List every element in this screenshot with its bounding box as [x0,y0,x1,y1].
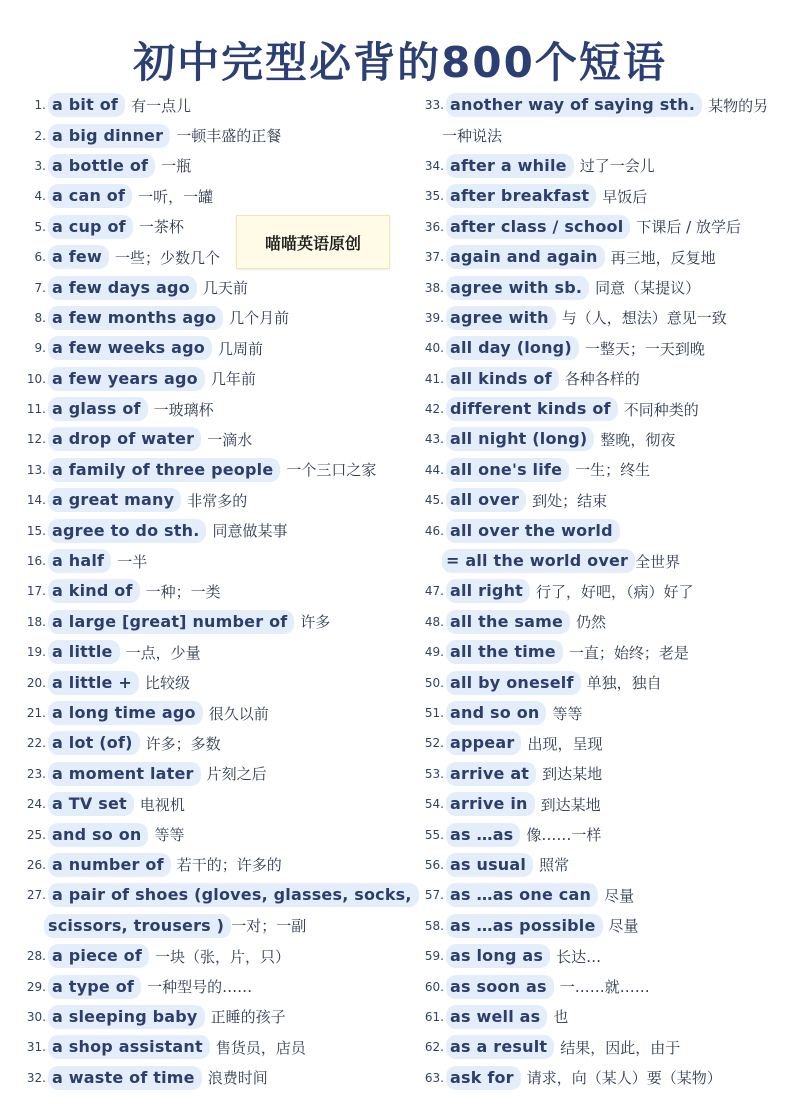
phrase-meaning: 出现，呈现 [527,734,603,753]
phrase-text: a few months ago [48,306,223,330]
phrase-meaning: 到达某地 [540,795,601,814]
phrase-meaning: 电视机 [139,795,185,814]
phrase-meaning: 许多；多数 [145,734,221,753]
phrase-row [16,971,400,1001]
phrase-row [414,637,798,667]
phrase-meaning: 一生；终生 [575,461,651,480]
phrase-text: a few [48,245,109,269]
phrase-text: a type of [48,975,141,999]
phrase-meaning: 很久以前 [208,704,269,723]
phrase-row [16,546,400,576]
phrase-number: 4. [34,189,46,204]
phrase-text: a few years ago [48,367,205,391]
phrase-meaning: 一块（张，片，只） [155,947,291,966]
phrase-text: as soon as [446,975,554,999]
phrase-row [414,333,798,363]
phrase-row [16,485,400,515]
phrase-text: appear [446,731,521,755]
phrase-text: agree to do sth. [48,519,206,543]
phrase-number: 57. [424,888,444,903]
phrase-text: a large [great] number of [48,610,294,634]
phrase-text: agree with [446,306,556,330]
phrase-number: 22. [26,736,46,751]
phrase-row [414,272,798,302]
phrase-meaning: 等等 [154,826,185,845]
phrase-text: a moment later [48,762,201,786]
phrase-number: 18. [26,614,46,629]
phrase-meaning: 某物的另 [708,96,769,115]
phrase-text: a waste of time [48,1066,202,1090]
phrase-text: ask for [446,1066,521,1090]
phrase-row [16,576,400,606]
phrase-meaning: 一玻璃杯 [153,400,214,419]
phrase-meaning: 一滴水 [207,430,253,449]
phrase-row [16,819,400,849]
phrase-number: 51. [424,706,444,720]
phrase-text: a great many [48,488,181,512]
phrase-meaning: 与（人，想法）意见一致 [561,309,727,328]
phrase-number: 16. [26,554,46,569]
phrase-number: 41. [424,371,444,386]
phrase-row [414,424,798,454]
phrase-row [414,242,798,272]
phrase-meaning: 正睡的孩子 [210,1008,286,1027]
phrase-row [414,607,798,637]
phrase-row [16,424,400,454]
phrase-number: 13. [26,462,46,477]
phrase-row [414,759,798,789]
phrase-number: 31. [26,1040,46,1055]
phrase-text: as …as [446,823,520,847]
phrase-row [16,364,400,394]
phrase-number: 53. [424,766,444,781]
phrase-row [414,789,798,819]
phrase-text: a lot (of) [48,731,140,755]
phrase-text: a shop assistant [48,1035,210,1059]
phrase-number: 2. [34,128,46,143]
phrase-row [414,515,798,545]
phrase-number: 20. [26,675,46,690]
phrase-row [16,1002,400,1032]
phrase-meaning: 一点，少量 [125,643,201,662]
phrase-row [414,546,798,576]
phrase-row [16,394,400,424]
phrase-row [414,911,798,941]
phrase-number: 19. [26,645,46,660]
phrase-row [414,1032,798,1062]
phrase-text: a piece of [48,944,149,968]
phrase-row [16,698,400,728]
phrase-number: 24. [26,797,46,812]
phrase-row [414,576,798,606]
phrase-text: a long time ago [48,701,203,725]
phrase-text: all night (long) [446,427,594,451]
phrase-text: as long as [446,944,550,968]
phrase-number: 21. [26,706,46,720]
phrase-text: as …as one can [446,883,598,907]
phrase-row [414,728,798,758]
phrase-number: 42. [424,402,444,417]
phrase-row [414,880,798,910]
phrase-text: agree with sb. [446,276,589,300]
phrase-number: 8. [34,310,46,325]
phrase-row [414,941,798,971]
phrase-row [16,789,400,819]
phrase-number: 35. [424,189,444,204]
phrase-number: 1. [34,98,46,113]
phrase-number: 62. [424,1040,444,1055]
phrase-number: 61. [424,1009,444,1024]
phrase-number: 17. [26,584,46,599]
phrase-meaning: 一……就…… [559,978,650,997]
phrase-meaning: 仍然 [576,613,607,632]
phrase-number: 10. [26,371,46,386]
phrase-meaning: 一半 [117,552,148,571]
phrase-meaning: 各种各样的 [564,370,640,389]
phrase-row [16,333,400,363]
phrase-row [414,1063,798,1093]
phrase-number: 36. [424,219,444,234]
phrase-meaning: 非常多的 [187,491,248,510]
phrase-number: 44. [424,462,444,477]
phrase-text: a bottle of [48,154,155,178]
phrase-meaning: 照常 [539,856,570,875]
phrase-number: 32. [26,1070,46,1085]
phrase-meaning: 几天前 [202,279,248,298]
phrase-meaning: 几周前 [218,339,264,358]
phrase-text: another way of saying sth. [446,93,702,117]
phrase-row [16,272,400,302]
phrase-row [16,303,400,333]
phrase-number: 45. [424,493,444,508]
phrase-text: a little + [48,671,139,695]
phrase-row [414,151,798,181]
phrase-number: 34. [424,158,444,173]
phrase-meaning: 一个三口之家 [286,461,377,480]
phrase-row [16,637,400,667]
phrase-number: 39. [424,310,444,325]
phrase-text: a big dinner [48,124,170,148]
phrase-row [16,181,400,211]
phrase-row [16,151,400,181]
phrase-text: a kind of [48,579,140,603]
phrase-text: all kinds of [446,367,559,391]
phrase-number: 11. [26,402,46,417]
phrase-row [16,120,400,150]
phrase-text: a family of three people [48,458,280,482]
phrase-number: 6. [34,250,46,265]
phrase-text: scissors, trousers ) [44,914,231,938]
phrase-text: arrive at [446,762,536,786]
phrase-number: 30. [26,1009,46,1024]
phrase-number: 9. [34,341,46,356]
phrase-meaning: 一瓶 [161,157,192,176]
phrase-text: as …as possible [446,914,603,938]
phrase-meaning: 过了一会儿 [579,157,655,176]
phrase-text: again and again [446,245,605,269]
phrase-row [414,667,798,697]
phrase-text: all over the world [446,519,620,543]
phrase-row [16,667,400,697]
phrase-meaning: 尽量 [608,917,639,936]
phrase-text: a sleeping baby [48,1005,205,1029]
phrase-row [16,850,400,880]
phrase-meaning: 有一点儿 [131,96,192,115]
phrase-number: 14. [26,493,46,508]
phrase-number: 38. [424,280,444,295]
phrase-row [16,941,400,971]
phrase-text: all the time [446,640,563,664]
phrase-number: 50. [424,675,444,690]
phrase-number: 29. [26,979,46,994]
phrase-text: a half [48,549,111,573]
phrase-meaning: 早饭后 [602,187,648,206]
phrase-meaning: 长达… [556,947,602,966]
phrase-text: as a result [446,1035,554,1059]
phrase-meaning: 许多 [300,613,331,632]
phrase-meaning: 等等 [552,704,583,723]
phrase-text: = all the world over [442,549,635,573]
phrase-number: 7. [34,280,46,295]
phrase-row [414,850,798,880]
phrase-text: and so on [48,823,148,847]
phrase-number: 55. [424,827,444,842]
phrase-number: 26. [26,857,46,872]
phrase-meaning: 浪费时间 [207,1069,268,1088]
phrase-text: a little [48,640,120,664]
phrase-row [414,971,798,1001]
phrase-meaning: 全世界 [635,552,681,571]
phrase-number: 15. [26,523,46,538]
phrase-row [16,515,400,545]
phrase-text: a can of [48,184,132,208]
phrase-number: 3. [34,158,46,173]
phrase-row [414,303,798,333]
phrase-meaning: 同意（某提议） [595,279,701,298]
phrase-row [16,607,400,637]
phrase-row [16,911,400,941]
phrase-row [16,759,400,789]
phrase-text: a drop of water [48,427,201,451]
phrase-meaning: 像……一样 [526,826,602,845]
phrase-text: after breakfast [446,184,596,208]
phrase-row [414,120,798,150]
phrase-text: a TV set [48,792,134,816]
phrase-text: a bit of [48,93,125,117]
phrase-row [414,485,798,515]
phrase-number: 54. [424,797,444,812]
phrase-number: 59. [424,949,444,964]
phrase-meaning: 一顿丰盛的正餐 [176,127,282,146]
phrase-text: a cup of [48,215,133,239]
phrase-text: different kinds of [446,397,618,421]
phrase-number: 40. [424,341,444,356]
phrase-meaning: 一整天；一天到晚 [584,339,705,358]
phrase-meaning: 单独，独自 [586,674,662,693]
phrase-row [16,880,412,910]
phrase-number: 5. [34,219,46,234]
phrase-text: all right [446,579,530,603]
phrase-text: arrive in [446,792,535,816]
phrase-row [16,455,400,485]
phrase-number: 63. [424,1070,444,1085]
phrase-row [414,364,798,394]
phrase-text: a pair of shoes (gloves, glasses, socks, [48,883,419,907]
phrase-number: 37. [424,250,444,265]
phrase-meaning: 比较级 [144,674,190,693]
phrase-number: 60. [424,979,444,994]
phrase-row [414,181,798,211]
phrase-meaning: 请求，向（某人）要（某物） [526,1069,722,1088]
phrase-meaning: 一听，一罐 [138,187,214,206]
phrase-meaning: 下课后 / 放学后 [636,218,741,237]
phrase-meaning: 若干的；许多的 [176,856,282,875]
phrase-number: 27. [26,888,46,903]
phrase-meaning: 一种型号的…… [147,978,253,997]
phrase-meaning: 一些；少数几个 [114,248,220,267]
watermark-stamp: 喵喵英语原创 [236,215,390,269]
phrase-number: 12. [26,432,46,447]
phrase-row [414,1002,798,1032]
page-title: 初中完型必背的800个短语 [133,38,667,87]
phrase-text: all over [446,488,526,512]
phrase-meaning: 结果，因此，由于 [560,1038,681,1057]
phrase-text: a few weeks ago [48,336,212,360]
phrase-row [414,819,798,849]
phrase-meaning: 整晚，彻夜 [600,430,676,449]
phrase-number: 33. [424,98,444,113]
phrase-meaning: 到处；结束 [532,491,608,510]
phrase-meaning: 行了，好吧，（病）好了 [536,582,694,601]
phrase-meaning: 也 [553,1008,569,1027]
phrase-meaning: 售货员，店员 [215,1038,306,1057]
phrase-meaning: 一种；一类 [145,582,221,601]
phrase-text: a number of [48,853,171,877]
phrase-meaning: 尽量 [604,886,635,905]
phrase-meaning: 几个月前 [229,309,290,328]
phrase-meaning: 一茶杯 [138,218,184,237]
phrase-text: as usual [446,853,533,877]
phrase-meaning: 再三地，反复地 [610,248,716,267]
phrase-meaning: 到达某地 [542,765,603,784]
phrase-meaning: 一直；始终；老是 [568,643,689,662]
phrase-text: as well as [446,1005,547,1029]
phrase-text: a glass of [48,397,148,421]
phrase-text: all day (long) [446,336,579,360]
phrase-text: after a while [446,154,574,178]
phrase-number: 46. [424,523,444,538]
phrase-row [414,698,798,728]
phrase-row [16,728,400,758]
phrase-number: 52. [424,736,444,751]
phrase-text: after class / school [446,215,630,239]
phrase-row [16,90,400,120]
phrase-row [414,455,798,485]
phrase-meaning: 不同种类的 [623,400,699,419]
phrase-text: all one's life [446,458,569,482]
phrase-meaning: 一种说法 [442,127,503,146]
phrase-meaning: 一对；一副 [231,917,307,936]
phrase-row [16,1032,400,1062]
phrase-number: 48. [424,614,444,629]
phrase-meaning: 片刻之后 [206,765,267,784]
phrase-number: 23. [26,766,46,781]
phrase-row [16,1063,400,1093]
phrase-row [414,212,798,242]
phrase-row [414,90,798,120]
phrase-number: 47. [424,584,444,599]
phrase-number: 43. [424,432,444,447]
phrase-list-right [414,90,798,1093]
phrase-text: all by oneself [446,671,581,695]
phrase-row [414,394,798,424]
phrase-meaning: 同意做某事 [212,522,288,541]
phrase-number: 58. [424,918,444,933]
phrase-number: 28. [26,949,46,964]
phrase-text: a few days ago [48,276,197,300]
phrase-number: 49. [424,645,444,660]
phrase-text: and so on [446,701,546,725]
phrase-number: 25. [26,827,46,842]
phrase-meaning: 几年前 [210,370,256,389]
phrase-number: 56. [424,857,444,872]
phrase-text: all the same [446,610,570,634]
